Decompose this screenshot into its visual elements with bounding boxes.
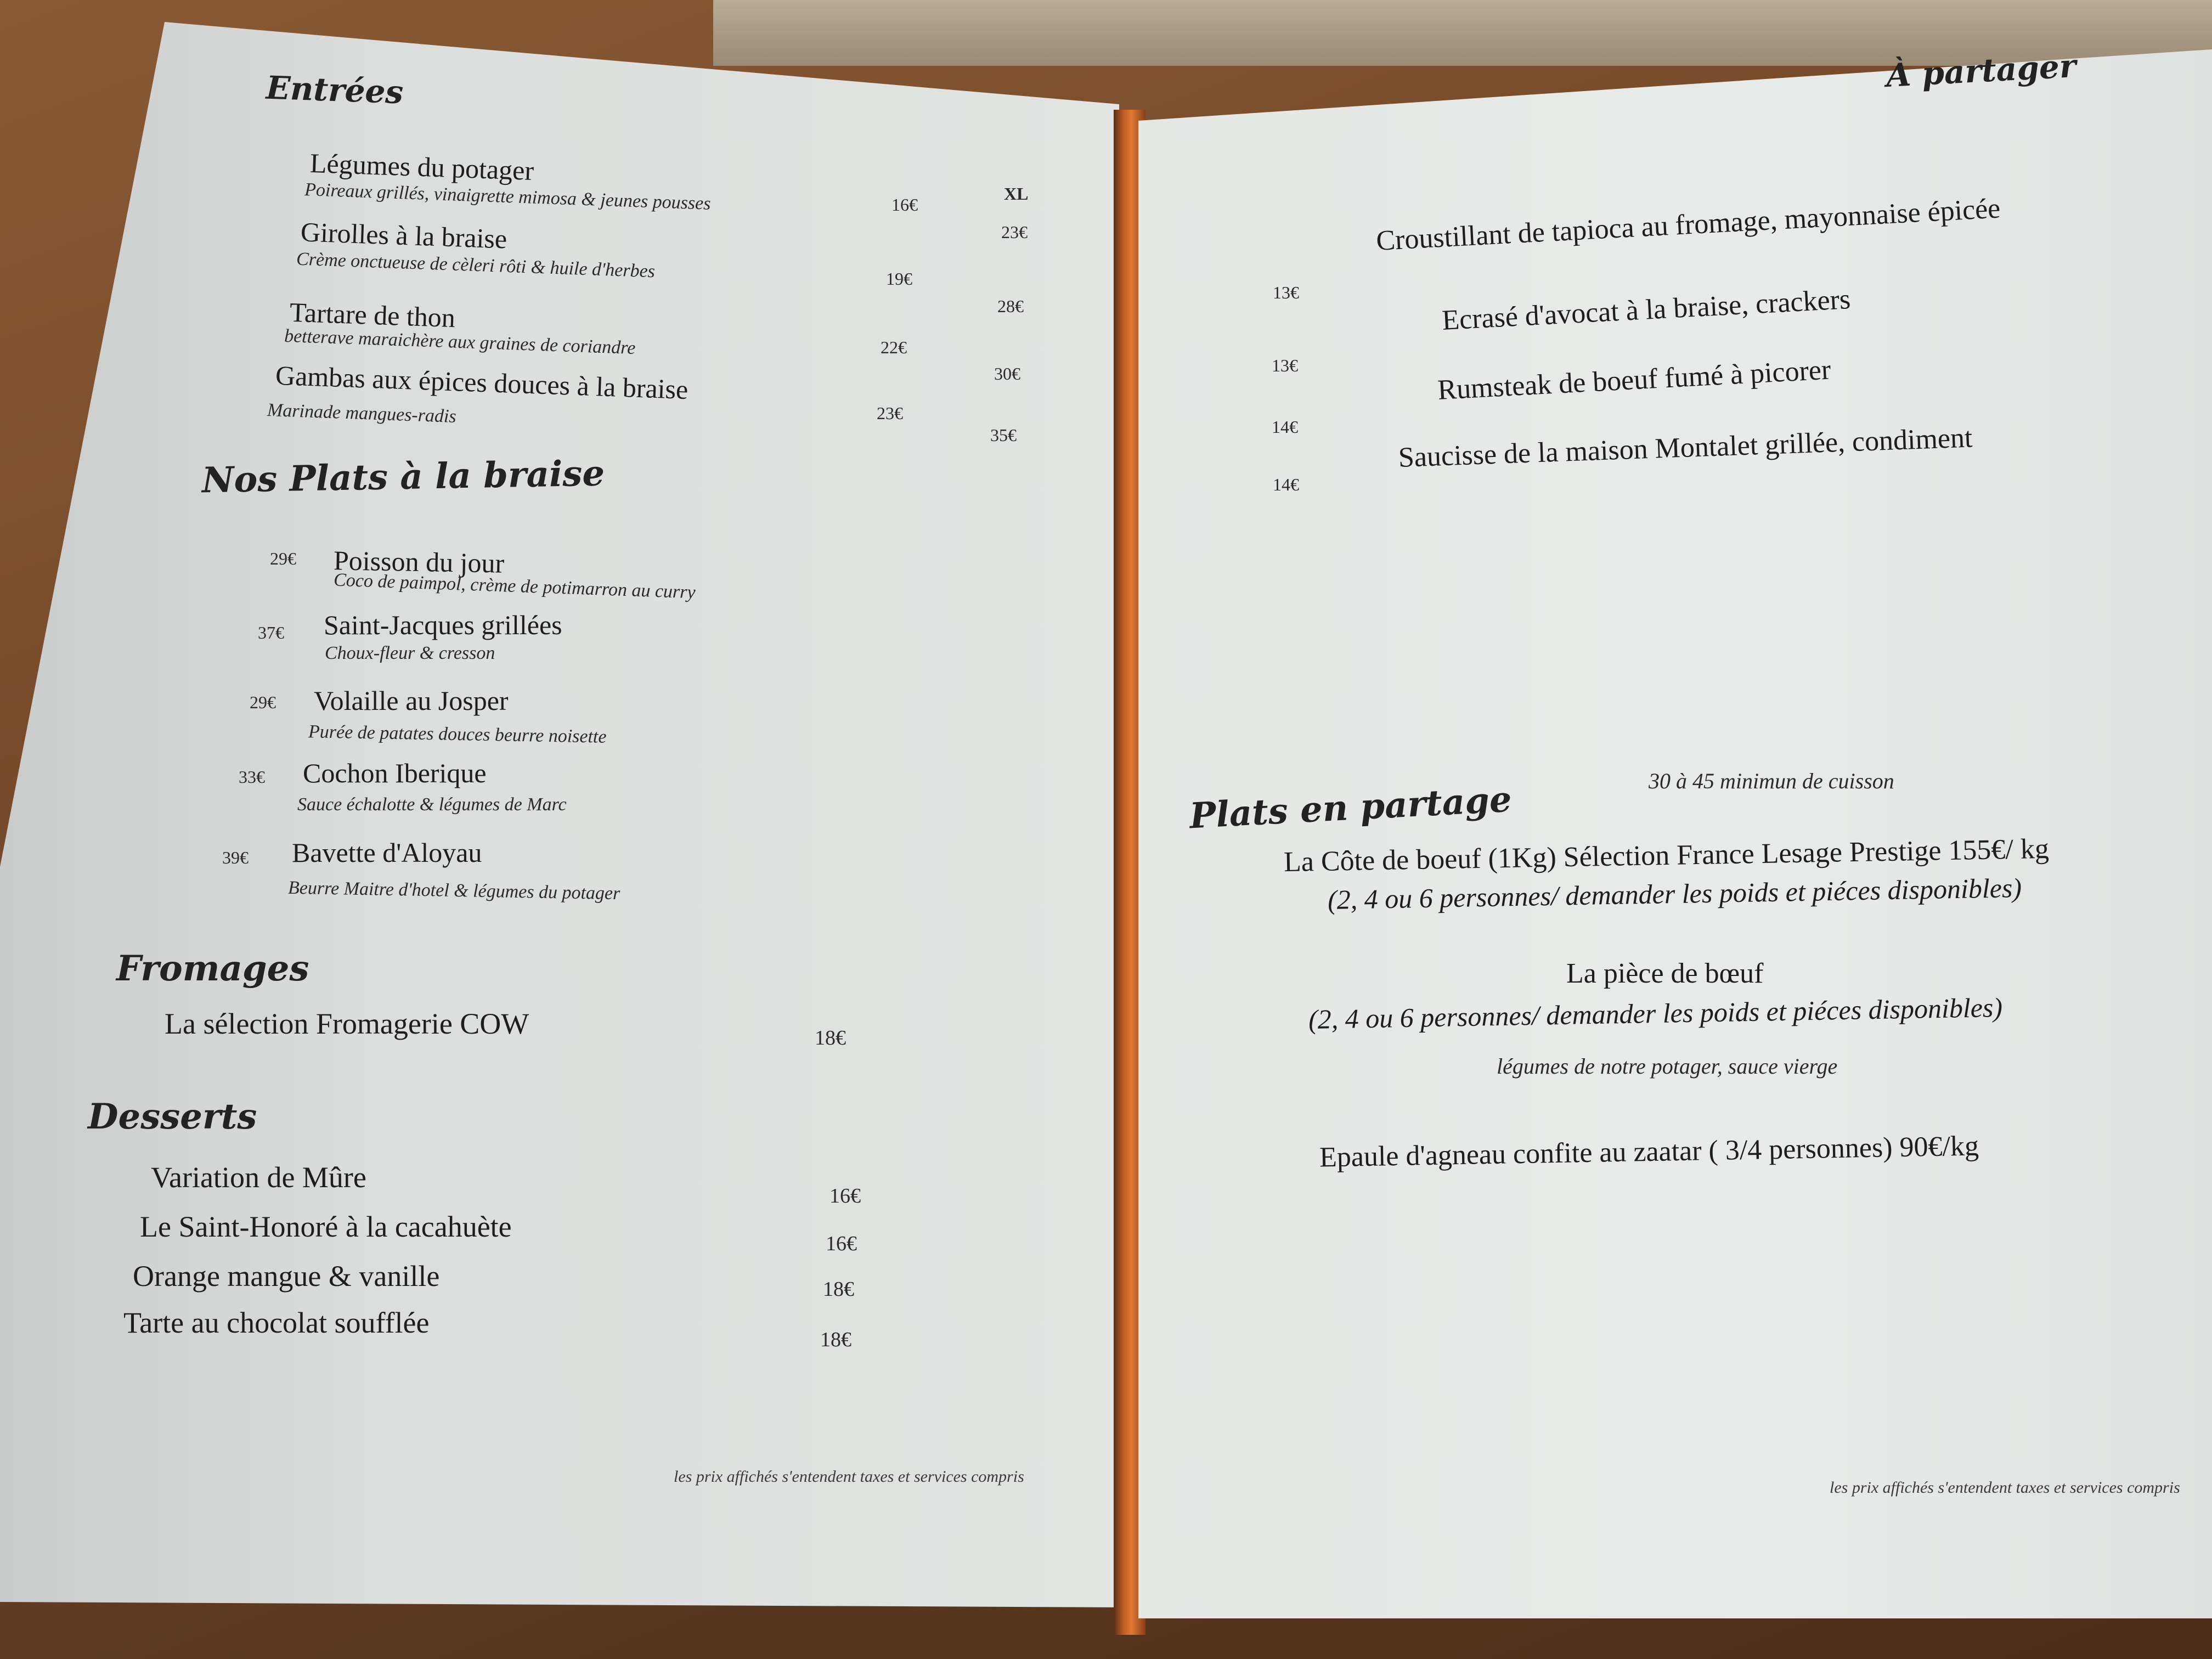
piece-de-boeuf-garnish: légumes de notre potager, sauce vierge — [1497, 1054, 1838, 1079]
plat-desc: Coco de paimpol, crème de potimarron au curry — [333, 569, 696, 603]
plat-price: 39€ — [222, 848, 249, 867]
partager-item: Ecrasé d'avocat à la braise, crackers — [1441, 284, 1852, 337]
section-title-a-partager: À partager — [1885, 47, 2077, 95]
plat-name: Cochon Iberique — [303, 758, 487, 788]
entree-price: 23€ — [877, 403, 903, 423]
entree-desc: Poireaux grillés, vinaigrette mimosa & jeunes pousses — [304, 179, 712, 214]
left-footer-note: les prix affichés s'entendent taxes et services compris — [674, 1468, 1024, 1486]
entree-price: 22€ — [881, 337, 907, 357]
entree-price-xl: 28€ — [997, 296, 1024, 316]
plat-name: Volaille au Josper — [314, 685, 509, 716]
dessert-price: 18€ — [820, 1328, 851, 1351]
partager-price: 14€ — [1273, 475, 1299, 494]
plat-desc: Purée de patates douces beurre noisette — [308, 721, 607, 747]
plat-price: 33€ — [239, 767, 265, 787]
section-title-fromages: Fromages — [116, 948, 309, 989]
dessert-name: Tarte au chocolat soufflée — [123, 1306, 430, 1339]
plat-desc: Sauce échalotte & légumes de Marc — [297, 794, 567, 815]
menu-page-right — [1138, 49, 2212, 1618]
partager-price: 14€ — [1272, 417, 1298, 437]
section-title-entrees: Entrées — [265, 69, 404, 111]
xl-column-label: XL — [1004, 184, 1029, 204]
plat-name: Poisson du jour — [333, 545, 505, 579]
epaule-agneau: Epaule d'agneau confite au zaatar ( 3/4 personnes) 90€/kg — [1319, 1130, 1979, 1173]
partager-item: Croustillant de tapioca au fromage, mayonnaise épicée — [1375, 193, 2001, 257]
cooking-time-note: 30 à 45 minimun de cuisson — [1649, 769, 1894, 793]
section-title-plats: Nos Plats à la braise — [201, 453, 605, 501]
entree-name: Tartare de thon — [289, 296, 456, 334]
section-title-plats-partage: Plats en partage — [1188, 778, 1513, 837]
entree-desc: Crème onctueuse de cèleri rôti & huile d'herbes — [296, 249, 656, 282]
entree-price: 19€ — [886, 269, 912, 289]
partager-price: 13€ — [1272, 356, 1298, 375]
partager-item: Saucisse de la maison Montalet grillée, condiment — [1397, 422, 1973, 474]
plat-desc: Beurre Maitre d'hotel & légumes du potager — [287, 877, 620, 904]
plat-price: 29€ — [250, 692, 276, 712]
right-footer-note: les prix affichés s'entendent taxes et services compris — [1830, 1479, 2180, 1497]
partager-item: Rumsteak de boeuf fumé à picorer — [1436, 354, 1832, 407]
entree-name: Girolles à la braise — [300, 216, 508, 255]
plat-price: 37€ — [258, 623, 284, 642]
dessert-price: 18€ — [823, 1278, 854, 1301]
dessert-name: Le Saint-Honoré à la cacahuète — [140, 1210, 512, 1243]
entree-price-xl: 23€ — [1001, 222, 1028, 242]
entree-desc: Marinade mangues-radis — [267, 399, 457, 427]
entree-price-xl: 30€ — [994, 364, 1020, 383]
dessert-price: 16€ — [826, 1232, 857, 1255]
entree-price: 16€ — [891, 195, 918, 215]
entree-name: Gambas aux épices douces à la braise — [275, 359, 689, 405]
plat-desc: Choux-fleur & cresson — [325, 643, 495, 663]
fromage-price: 18€ — [815, 1026, 846, 1049]
piece-de-boeuf-note: (2, 4 ou 6 personnes/ demander les poids et piéces disponibles) — [1308, 991, 2003, 1035]
entree-name: Légumes du potager — [309, 147, 535, 187]
section-title-desserts: Desserts — [88, 1096, 257, 1137]
entree-price-xl: 35€ — [990, 425, 1017, 445]
cote-de-boeuf: La Côte de boeuf (1Kg) Sélection France Lesage Prestige 155€/ kg — [1283, 833, 2050, 878]
fromage-name: La sélection Fromagerie COW — [165, 1007, 529, 1040]
dessert-name: Variation de Mûre — [151, 1161, 366, 1194]
piece-de-boeuf: La pièce de bœuf — [1566, 958, 1764, 989]
plat-name: Bavette d'Aloyau — [292, 837, 482, 868]
dessert-name: Orange mangue & vanille — [133, 1260, 440, 1293]
plat-name: Saint-Jacques grillées — [324, 610, 562, 640]
partager-price: 13€ — [1273, 283, 1299, 302]
plat-price: 29€ — [270, 549, 296, 568]
entree-desc: betterave maraichère aux graines de coriandre — [284, 325, 636, 359]
cote-de-boeuf-note: (2, 4 ou 6 personnes/ demander les poids et piéces disponibles) — [1327, 872, 2022, 916]
dessert-price: 16€ — [830, 1184, 861, 1207]
